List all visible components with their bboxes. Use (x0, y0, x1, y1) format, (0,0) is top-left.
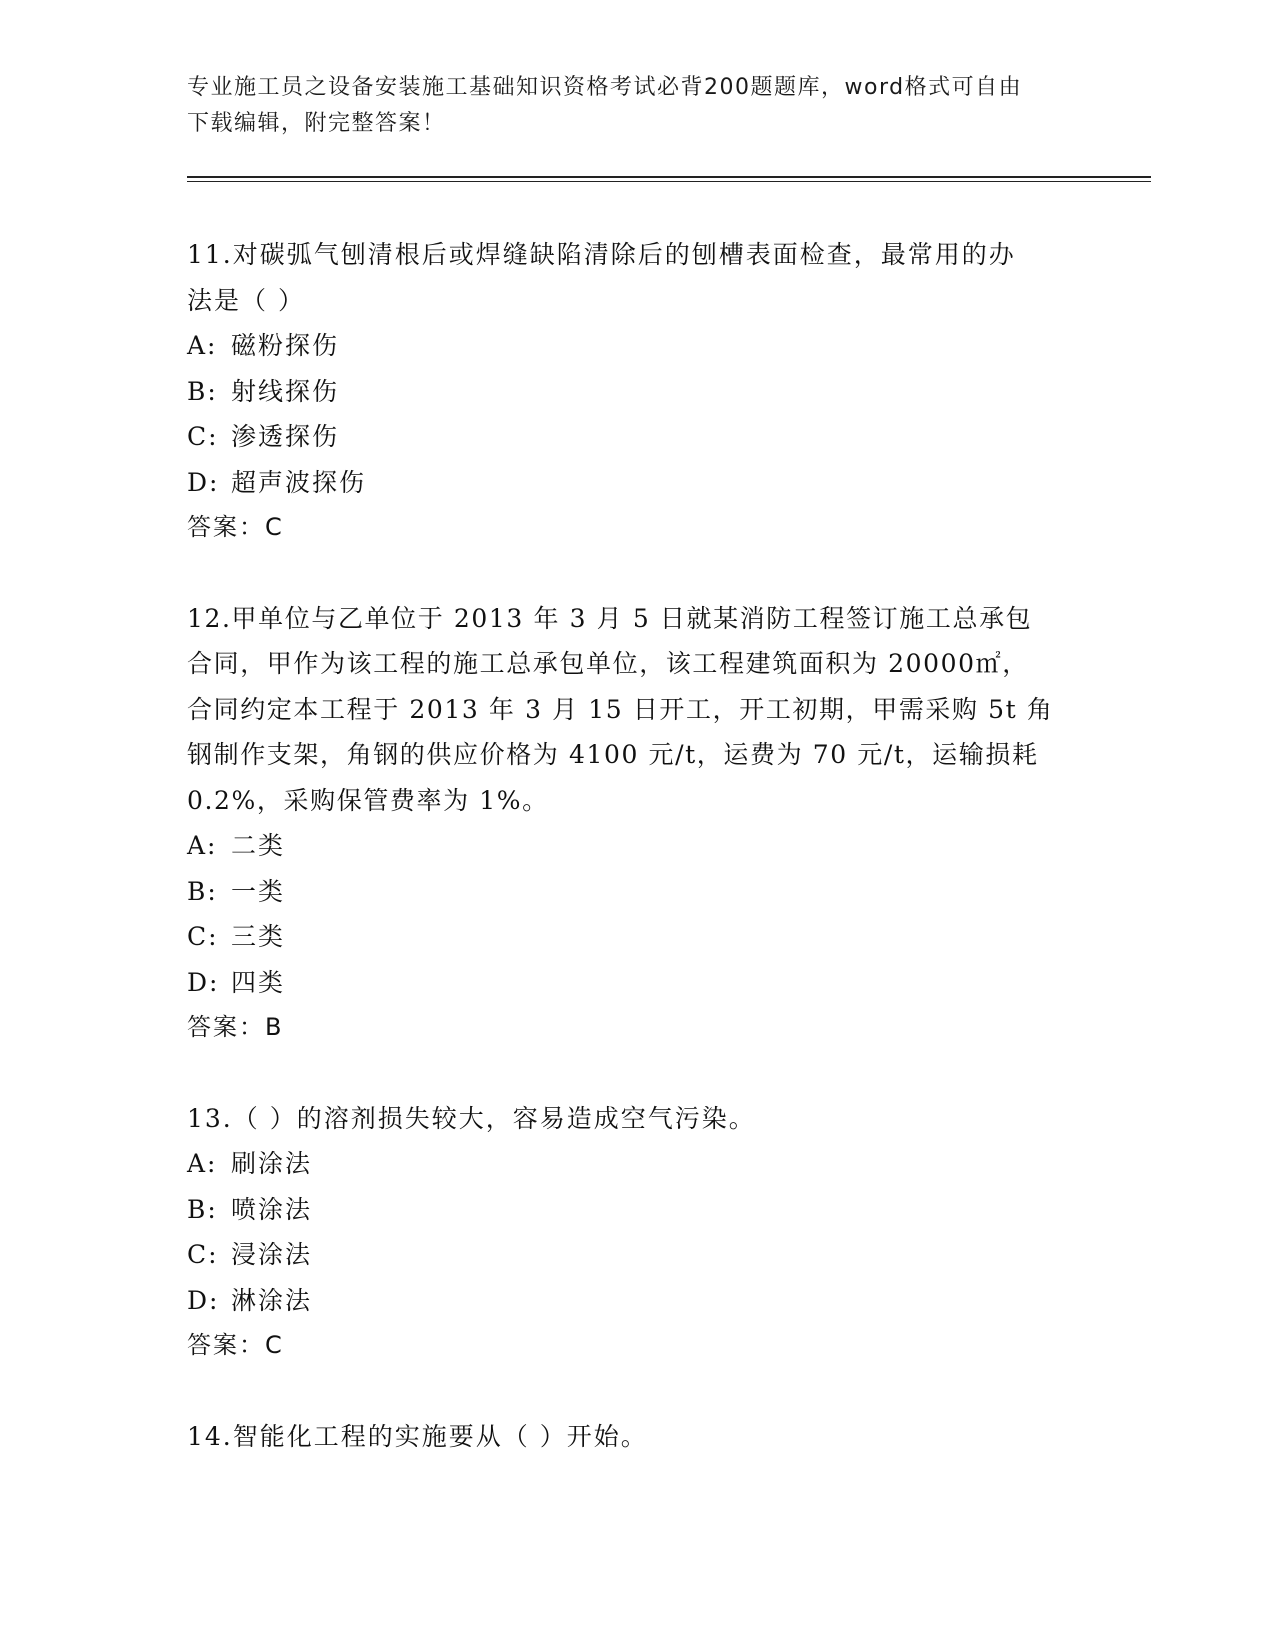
option-text: 淋涂法 (231, 1285, 313, 1315)
option-letter: B: (187, 376, 218, 406)
option-d (187, 460, 1087, 506)
option-letter: D: (187, 1285, 220, 1315)
option-text: 喷涂法 (231, 1194, 313, 1224)
question-13 (187, 1096, 1087, 1369)
answer-line (187, 1323, 1087, 1369)
option-letter: D: (187, 967, 220, 997)
option-letter: C: (187, 922, 219, 951)
question-11 (187, 232, 1087, 551)
answer-value: B (265, 1013, 284, 1041)
question-stem-line: 13.（ ）的溶剂损失较大，容易造成空气污染。 (187, 1103, 756, 1133)
option-text: 一类 (231, 876, 286, 906)
question-stem-line: 14.智能化工程的实施要从（ ）开始。 (187, 1421, 648, 1451)
option-b (187, 869, 1087, 915)
question-stem-line: 合同约定本工程于 2013 年 3 月 15 日开工，开工初期，甲需采购 5t 角 (187, 694, 1054, 724)
question-14 (187, 1414, 1087, 1460)
answer-line (187, 505, 1087, 551)
option-a (187, 1141, 1087, 1187)
option-letter: B: (187, 876, 218, 906)
question-stem-line: 法是（ ） (187, 285, 305, 315)
question-stem-line: 11.对碳弧气刨清根后或焊缝缺陷清除后的刨槽表面检查，最常用的办 (187, 240, 1016, 269)
answer-value: C (265, 1331, 284, 1359)
option-text: 磁粉探伤 (231, 331, 340, 360)
option-b (187, 369, 1087, 415)
option-text: 三类 (231, 922, 286, 951)
header-line-1: 专业施工员之设备安装施工基础知识资格考试必背200题题库，word格式可自由 (187, 75, 1023, 100)
option-letter: A: (187, 831, 218, 860)
option-a (187, 323, 1087, 369)
option-d (187, 960, 1087, 1006)
option-a (187, 823, 1087, 869)
option-letter: D: (187, 467, 220, 497)
option-letter: C: (187, 1240, 219, 1269)
option-text: 渗透探伤 (231, 422, 340, 451)
question-list (187, 232, 1087, 1504)
option-text: 浸涂法 (231, 1240, 313, 1269)
option-letter: B: (187, 1194, 218, 1224)
option-text: 四类 (231, 967, 286, 997)
question-12 (187, 596, 1087, 1051)
question-stem-line: 12.甲单位与乙单位于 2013 年 3 月 5 日就某消防工程签订施工总承包 (187, 603, 1033, 633)
option-text: 二类 (231, 831, 286, 860)
option-text: 射线探伤 (231, 376, 340, 406)
option-letter: C: (187, 422, 219, 451)
option-letter: A: (187, 331, 218, 360)
question-stem-line: 合同，甲作为该工程的施工总承包单位，该工程建筑面积为 20000㎡， (187, 649, 1029, 678)
option-d (187, 1278, 1087, 1324)
answer-label: 答案： (187, 1331, 265, 1359)
option-text: 刷涂法 (231, 1149, 313, 1178)
option-b (187, 1187, 1087, 1233)
answer-label: 答案： (187, 513, 265, 541)
option-c (187, 414, 1087, 460)
option-c (187, 1232, 1087, 1278)
answer-value: C (265, 513, 284, 541)
answer-label: 答案： (187, 1013, 265, 1041)
header-line-2: 下载编辑，附完整答案！ (187, 111, 446, 136)
option-c (187, 914, 1087, 960)
question-stem-line: 0.2%，采购保管费率为 1%。 (187, 785, 549, 815)
question-stem-line: 钢制作支架，角钢的供应价格为 4100 元/t，运费为 70 元/t，运输损耗 (187, 740, 1039, 769)
document-header (187, 70, 1067, 142)
answer-line (187, 1005, 1087, 1051)
header-divider (187, 176, 1151, 182)
option-letter: A: (187, 1149, 218, 1178)
option-text: 超声波探伤 (231, 467, 367, 497)
